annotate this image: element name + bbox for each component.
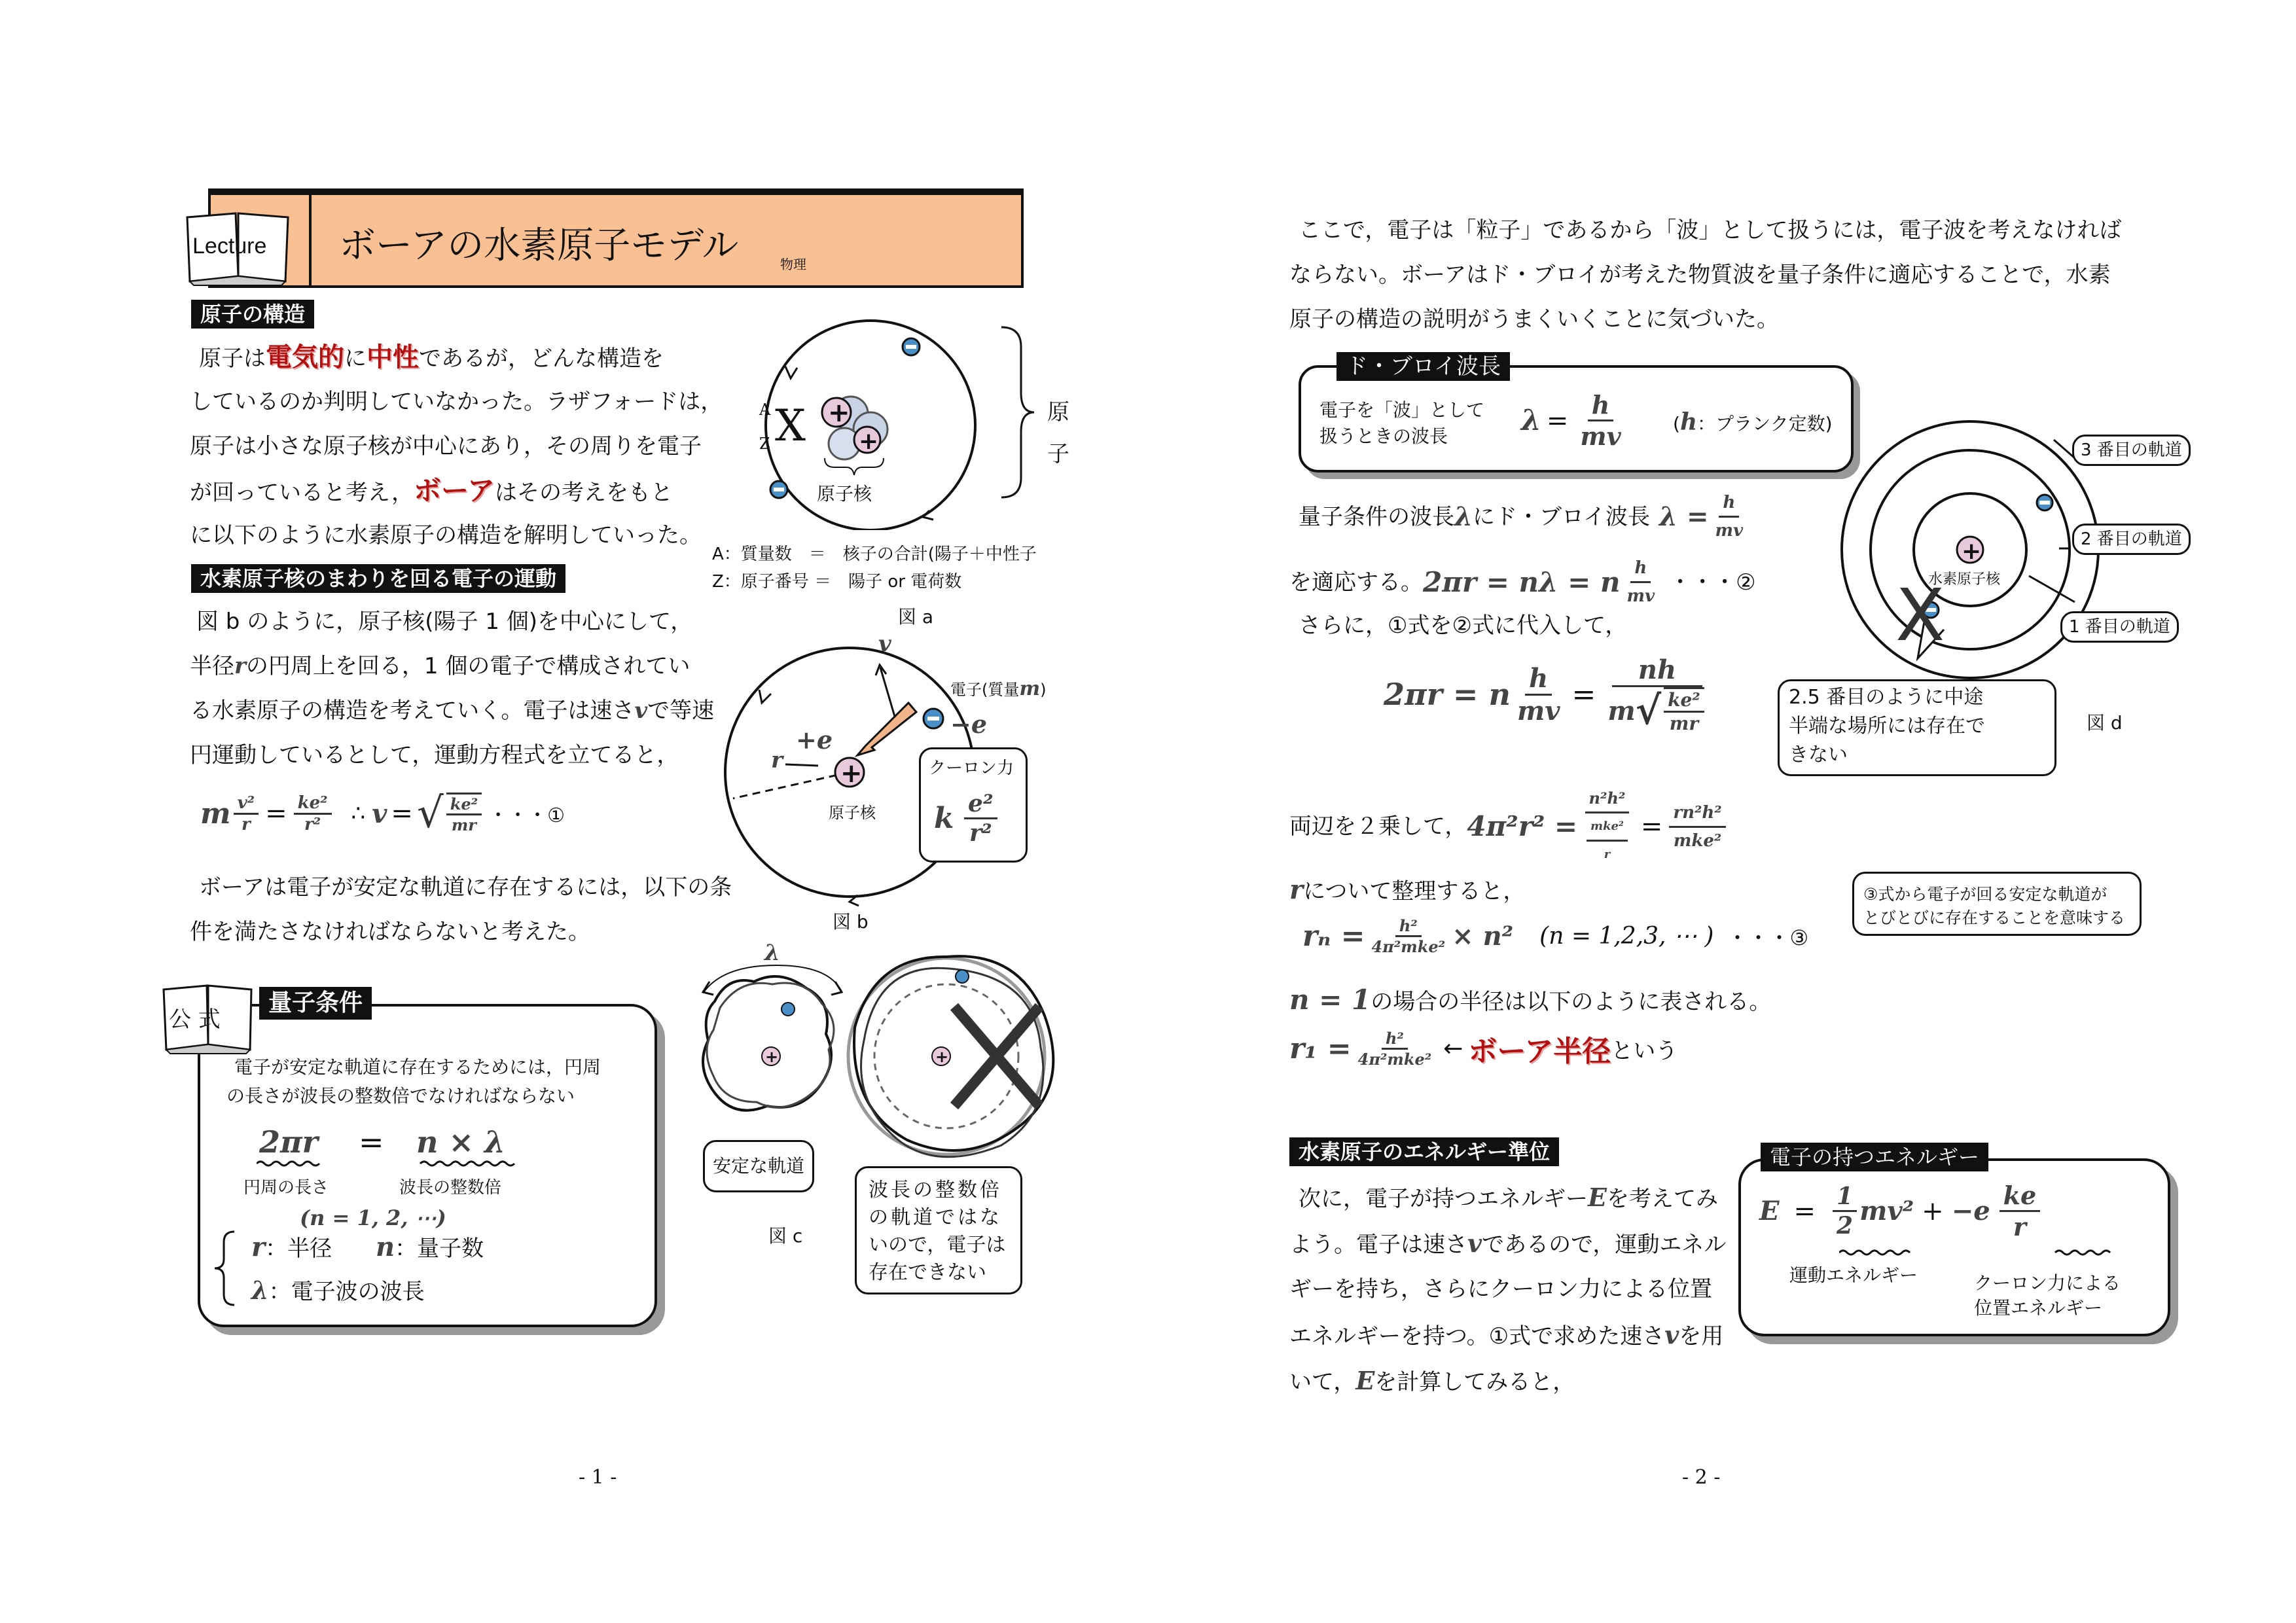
- fig-b-caption: 図 b: [833, 911, 869, 933]
- atom-label-1: 原: [1047, 399, 1069, 425]
- radius-r-label: r: [771, 747, 783, 774]
- equation-bohr-radius: r₁ = $\frac{\text{h²}}{\text{4π²mke²}}$ ← ボーア半径 という: [1289, 1028, 1678, 1069]
- discrete-orbit-callout: ③式から電子が回る安定な軌道が とびとびに存在することを意味する: [1852, 872, 2142, 936]
- svg-text:+: +: [935, 1048, 949, 1066]
- atom-label-2: 子: [1047, 441, 1069, 467]
- element-X: X: [775, 401, 806, 451]
- body-line-1: 量子条件の波長 λ にド・ブロイ波長 λ = $\frac{h}{mv}$: [1299, 490, 1749, 544]
- debroglie-desc-1: 電子を「波」として: [1319, 399, 1485, 421]
- equation-3: 2πr = n $\frac{h}{mv}$ = nh m √ $\frac{\text{ke²}}{mr}$: [1384, 654, 1713, 734]
- sec1-line-3: 原子は小さな原子核が中心にあり，その周りを電子: [190, 433, 702, 459]
- intro-line-2: ならない。ボーアはド・ブロイが考えた物質波を量子条件に適応することで，水素: [1289, 262, 2111, 288]
- debroglie-heading: ド・ブロイ波長: [1336, 352, 1510, 381]
- debroglie-box: [1299, 365, 1854, 473]
- page-number-2: - 2 -: [1682, 1466, 1721, 1489]
- body-line-3: さらに，①式を②式に代入して，: [1299, 613, 1628, 639]
- section-heading-structure: 原子の構造: [191, 300, 314, 329]
- body-line-5: rについて整理すると，: [1289, 874, 1526, 905]
- figure-a: [740, 314, 1080, 530]
- half-orbit-callout: 2.5 番目のように中途 半端な場所には存在で きない: [1778, 679, 2056, 776]
- svg-text:+: +: [859, 428, 879, 455]
- sec1-line-4: が回っていると考え，ボーアはその考えをもと: [190, 474, 673, 507]
- title-bar: [208, 188, 1024, 288]
- potential-energy-label-1: クーロン力による: [1974, 1272, 2121, 1294]
- energy-line-4: エネルギーを持つ。①式で求めた速さvを用: [1289, 1320, 1724, 1349]
- stable-orbit-callout: 安定な軌道: [703, 1140, 814, 1192]
- energy-line-5: いて，Eを計算してみると，: [1289, 1366, 1575, 1395]
- sec2-line-4: 円運動しているとして，運動方程式を立てると，: [190, 742, 679, 768]
- orbit-1-label: 1 番目の軌道: [2060, 611, 2179, 643]
- formula-lhs: 2πr: [259, 1124, 318, 1160]
- kinetic-energy-label: 運動エネルギー: [1789, 1264, 1918, 1286]
- formula-rhs-label: 波長の整数倍: [399, 1178, 502, 1198]
- figure-c: [681, 929, 1086, 1296]
- formula-n-condition: (n = 1, 2, ⋯): [300, 1205, 446, 1230]
- formula-heading: 量子条件: [259, 987, 372, 1020]
- x-mark: X: [1895, 573, 1945, 657]
- wavelength-lambda: λ: [764, 940, 780, 966]
- sec2-line-1: 図 b のように，原子核(陽子 1 個)を中心にして，: [196, 609, 693, 635]
- energy-line-1: 次に，電子が持つエネルギーEを考えてみ: [1299, 1183, 1718, 1212]
- minus-e-label: −e: [950, 709, 988, 739]
- electron-mass-label: 電子(質量m): [950, 677, 1047, 700]
- lecture-book-icon: [183, 211, 295, 287]
- fig-a-note-2: Z：原子番号 ＝ 陽子 or 電荷数: [712, 572, 962, 592]
- electron-energy-heading: 電子の持つエネルギー: [1761, 1143, 1988, 1171]
- fig-d-caption: 図 d: [2087, 712, 2123, 734]
- nucleus-label-a: 原子核: [817, 483, 872, 505]
- energy-line-3: ギーを持ち，さらにクーロン力による位置: [1289, 1276, 1712, 1302]
- body-line-4: 両辺を２乗して， 4π²r² = $\frac{\text{n²h²}}{\frac{\text{mke²}}{r}}$ = $\frac{\text{rn²h²}}{\text{mke²}}$: [1289, 785, 1729, 868]
- svg-text:+: +: [828, 398, 850, 428]
- formula-book-icon: [160, 983, 258, 1055]
- orbit-2-label: 2 番目の軌道: [2072, 524, 2191, 555]
- svg-text:+: +: [765, 1048, 779, 1066]
- debroglie-desc-2: 扱うときの波長: [1319, 425, 1448, 447]
- atomic-number-Z: Z: [759, 435, 770, 453]
- page-title: ボーアの水素原子モデル: [339, 224, 739, 267]
- intro-line-1: ここで，電子は「粒子」であるから「波」として扱うには，電子波を考えなければ: [1299, 217, 2122, 243]
- sec2-after-1: ボーアは電子が安定な軌道に存在するには，以下の条: [199, 874, 732, 901]
- nucleus-label-b: 原子核: [829, 804, 876, 822]
- equation-1: m $\frac{\text{v²}}{r}$ = $\frac{\text{ke²}}{\text{r²}}$ ∴ v = √ $\frac{\text{ke²}}{mr}$ ・・・①: [200, 789, 565, 838]
- equation-rn: rₙ = $\frac{\text{h²}}{\text{4π²mke²}}$ × n² (n = 1,2,3, ⋯ ) ・・・③: [1302, 916, 1809, 956]
- fig-c-caption: 図 c: [768, 1225, 803, 1247]
- lecture-tab-label: Lecture: [192, 234, 267, 259]
- section-heading-energy: 水素原子のエネルギー準位: [1289, 1137, 1559, 1166]
- sec1-line-2: しているのか判明していなかった。ラザフォードは，: [190, 389, 723, 415]
- formula-lhs-label: 円周の長さ: [243, 1178, 329, 1198]
- formula-desc-2: の長さが波長の整数倍でなければならない: [226, 1085, 575, 1107]
- sec2-line-2: 半径rの円周上を回る，1 個の電子で構成されてい: [190, 653, 691, 679]
- formula-var-r: r：半径: [251, 1232, 332, 1262]
- potential-energy-label-2: 位置エネルギー: [1974, 1297, 2103, 1319]
- svg-text:+: +: [840, 758, 863, 789]
- page-number-1: - 1 -: [579, 1466, 617, 1489]
- sec1-line-1: 原子は電気的に中性であるが，どんな構造を: [199, 342, 664, 372]
- energy-equation: E = $\frac{1}{2}$ mv² + −e $\frac{ke}{r}$: [1759, 1181, 2043, 1241]
- subject-label: 物理: [780, 257, 806, 272]
- formula-desc-1: 電子が安定な軌道に存在するためには，円周: [234, 1056, 601, 1078]
- intro-line-3: 原子の構造の説明がうまくいくことに気づいた。: [1289, 306, 1779, 332]
- velocity-v-label: v: [878, 631, 891, 657]
- sec2-after-2: 件を満たさなければならないと考えた。: [190, 919, 590, 945]
- coulomb-force-callout: クーロン力 k $\frac{\text{e²}}{\text{r²}}$: [919, 747, 1028, 863]
- plus-e-label: +e: [796, 725, 833, 755]
- figure-b: [720, 622, 1047, 910]
- formula-tab-label: 公 式: [169, 1007, 221, 1033]
- sec2-line-3: る水素原子の構造を考えていく。電子は速さvで等速: [190, 698, 715, 724]
- debroglie-equation: λ = $\frac{h}{mv}$: [1521, 390, 1621, 451]
- formula-eq: =: [359, 1124, 384, 1160]
- mass-number-A: A: [759, 401, 771, 419]
- fig-d-nucleus: 水素原子核: [1928, 571, 2001, 588]
- body-line-2: を適応する。 2πr = nλ = n $\frac{h}{mv}$ ・・・②: [1289, 555, 1756, 609]
- formula-brace: [212, 1229, 238, 1310]
- sec1-line-5: に以下のように水素原子の構造を解明していった。: [190, 522, 702, 548]
- svg-text:+: +: [1962, 538, 1982, 565]
- energy-line-2: よう。電子は速さvであるので，運動エネル: [1289, 1228, 1727, 1258]
- formula-box-quantum-condition: [198, 1004, 657, 1327]
- formula-rhs: n × λ: [416, 1124, 506, 1160]
- debroglie-note: (h：プランク定数): [1673, 408, 1833, 436]
- section-heading-electron-motion: 水素原子核のまわりを回る電子の運動: [191, 564, 565, 593]
- fig-a-caption: 図 a: [898, 606, 934, 628]
- electron-energy-box: [1738, 1158, 2170, 1336]
- orbit-3-label: 3 番目の軌道: [2072, 435, 2191, 466]
- not-integer-callout: 波長の整数倍 の軌道ではな いので，電子は 存在できない: [855, 1166, 1022, 1294]
- fig-a-note-1: A：質量数 ＝ 核子の合計(陽子＋中性子: [712, 544, 1037, 564]
- formula-var-n: n：量子数: [376, 1232, 484, 1262]
- formula-var-lambda: λ：電子波の波長: [251, 1275, 425, 1305]
- body-line-7: n = 1の場合の半径は以下のように表される。: [1289, 984, 1772, 1016]
